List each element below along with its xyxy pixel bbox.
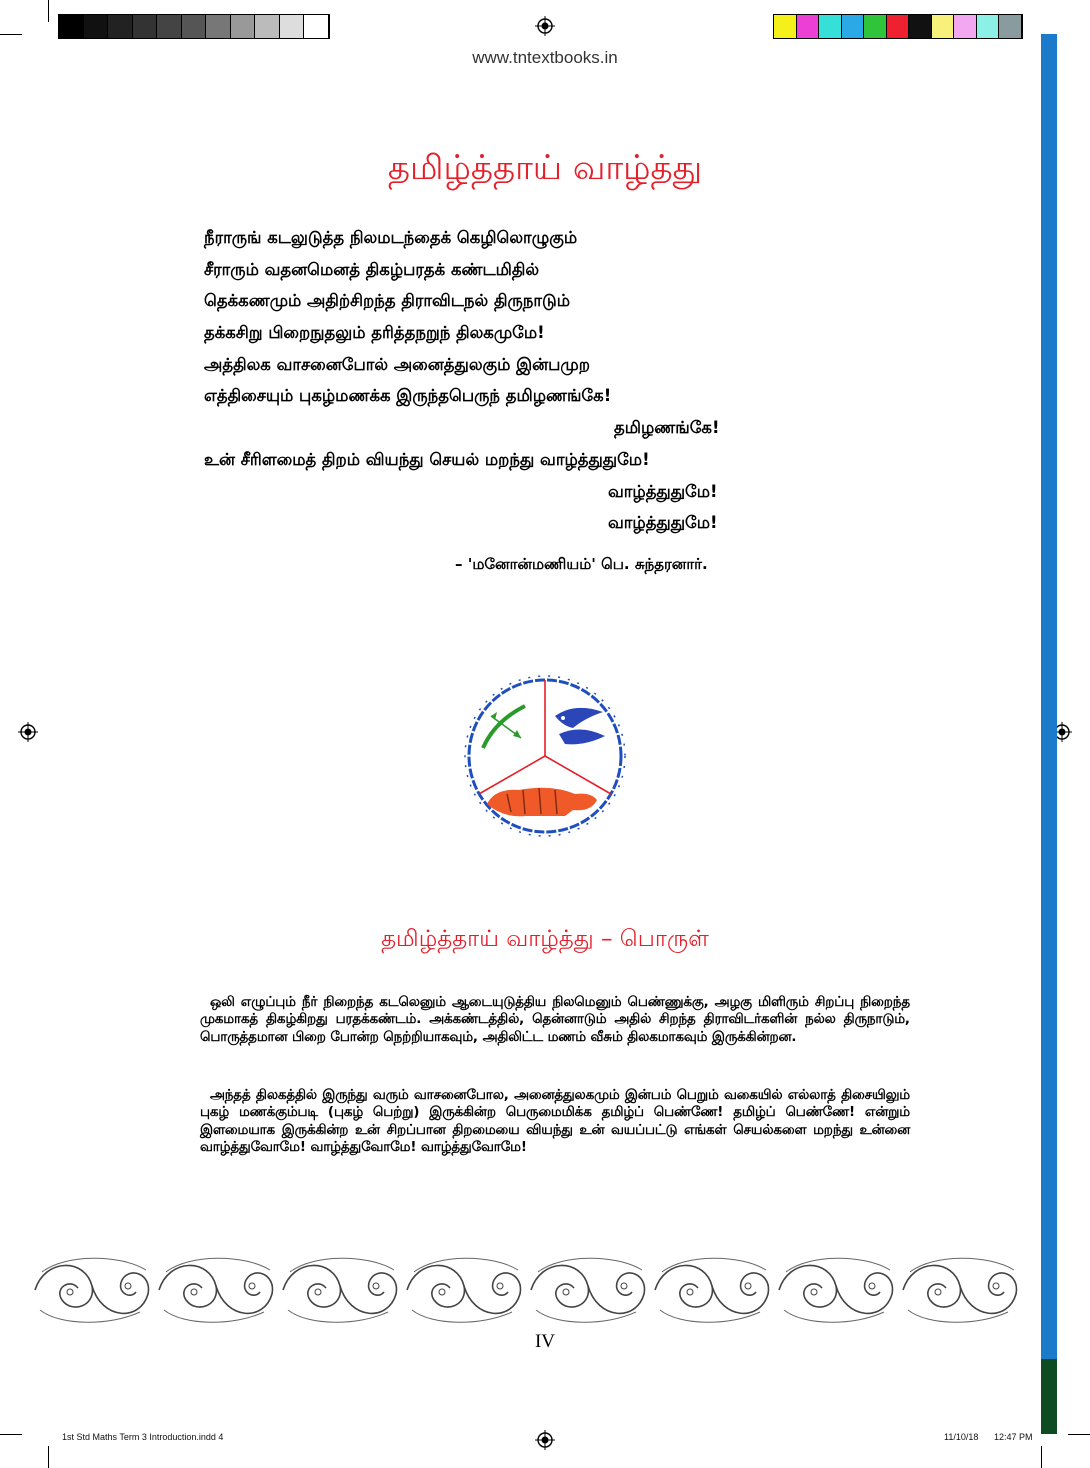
website-url: www.tntextbooks.in: [472, 48, 618, 67]
registration-mark-icon: [535, 1430, 555, 1450]
grey-swatch: [182, 15, 207, 38]
emblem-icon: [455, 666, 635, 846]
footer-time: 12:47 PM: [994, 1432, 1033, 1442]
poem-line: தக்கசிறு பிறைநுதலும் தரித்தநறுந் திலகமுமே!: [204, 323, 545, 343]
poem-line: தமிழணங்கே!: [614, 418, 720, 438]
color-swatch: [909, 15, 932, 38]
crop-mark: [48, 0, 49, 22]
grey-swatch: [59, 15, 84, 38]
color-swatch: [954, 15, 977, 38]
color-swatch: [819, 15, 842, 38]
poem-line: தெக்கணமும் அதிற்சிறந்த திராவிடநல் திருநாடும்: [204, 291, 570, 311]
ornamental-border-icon: [30, 1250, 1040, 1330]
grey-swatch: [231, 15, 256, 38]
page-number: IV: [534, 1331, 556, 1352]
poem-author: – 'மனோன்மணியம்' பெ. சுந்தரனார்.: [455, 555, 708, 573]
color-swatch: [999, 15, 1022, 38]
color-swatch: [932, 15, 955, 38]
grey-swatch: [304, 15, 329, 38]
page-title: தமிழ்த்தாய் வாழ்த்து: [387, 148, 703, 188]
grey-swatch: [108, 15, 133, 38]
crop-mark: [0, 1434, 22, 1435]
anthem-poem: [204, 222, 720, 539]
grayscale-calibration-bar: [58, 14, 330, 39]
grey-swatch: [280, 15, 305, 38]
poem-line: உன் சீரிளமைத் திறம் வியந்து செயல் மறந்து வாழ்த்துதுமே!: [204, 449, 650, 469]
poem-line: வாழ்த்துதுமே!: [608, 481, 718, 501]
page-edge-green-strip: [1041, 1359, 1057, 1434]
color-swatch: [864, 15, 887, 38]
grey-swatch: [255, 15, 280, 38]
color-swatch: [842, 15, 865, 38]
crop-mark: [1041, 1446, 1042, 1468]
poem-line: எத்திசையும் புகழ்மணக்க இருந்தபெருந் தமிழணங்கே!: [204, 386, 612, 406]
color-calibration-bar: [773, 14, 1023, 39]
crop-mark: [1068, 1434, 1090, 1435]
grey-swatch: [84, 15, 109, 38]
meaning-paragraph: ஒலி எழுப்பும் நீர் நிறைந்த கடலெனும் ஆடையுடுத்திய நிலமெனும் பெண்ணுக்கு, அழகு மிளிரும் சிறப்பு நிறைந்த முகமாகத் திகழ்கிறது பரதக்கண்டம். அக்கண்டத்தில், தென்னாடும் அதில் சிறந்த திராவிடர்களின் நல்ல திருநாடும், பொருத்தமான பிறை போன்ற நெற்றியாகவும், அதிலிட்ட மணம் வீசும் திலகமாகவும் இருக்கின்றன.: [200, 995, 910, 1045]
grey-swatch: [133, 15, 158, 38]
color-swatch: [977, 15, 1000, 38]
poem-line: வாழ்த்துதுமே!: [608, 513, 718, 533]
footer-date: 11/10/18: [944, 1432, 979, 1442]
crop-mark: [0, 34, 22, 35]
footer-file-name: 1st Std Maths Term 3 Introduction.indd 4: [62, 1432, 224, 1442]
color-swatch: [887, 15, 910, 38]
registration-mark-icon: [535, 16, 555, 36]
grey-swatch: [157, 15, 182, 38]
grey-swatch: [206, 15, 231, 38]
color-swatch: [797, 15, 820, 38]
poem-line: அத்திலக வாசனைபோல் அனைத்துலகும் இன்பமுற: [204, 354, 590, 374]
color-swatch: [774, 15, 797, 38]
registration-mark-icon: [18, 722, 38, 742]
crop-mark: [48, 1446, 49, 1468]
poem-line: சீராரும் வதனமெனத் திகழ்பரதக் கண்டமிதில்: [204, 259, 540, 279]
page-edge-blue-strip: [1041, 34, 1057, 1359]
meaning-paragraph: அந்தத் திலகத்தில் இருந்து வரும் வாசனைபோல, அனைத்துலகமும் இன்பம் பெறும் வகையில் எல்லாத் திசையிலும் புகழ் மணக்கும்படி (புகழ் பெற்று) இருக்கின்ற பெருமைமிக்க தமிழ்ப் பெண்ணே! தமிழ்ப் பெண்ணே! என்றும் இளமையாக இருக்கின்ற உன் சிறப்பான திறமையை வியந்து உன் வயப்பட்டு எங்கள் செயல்களை மறந்து உன்னை வாழ்த்துவோமே! வாழ்த்துவோமே! வாழ்த்துவோமே!: [200, 1088, 910, 1155]
poem-line: நீராருங் கடலுடுத்த நிலமடந்தைக் கெழிலொழுகும்: [204, 228, 578, 247]
meaning-title: தமிழ்த்தாய் வாழ்த்து – பொருள்: [381, 926, 709, 952]
